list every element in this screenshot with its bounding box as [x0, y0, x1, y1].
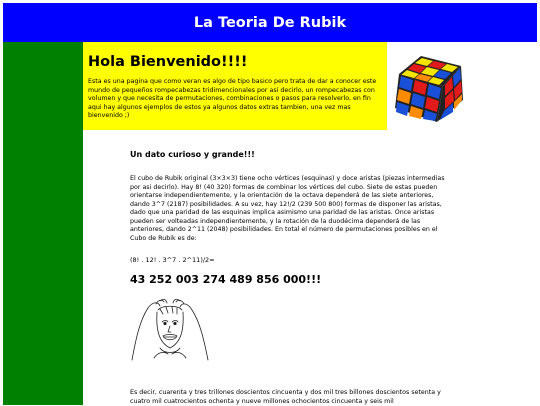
closing-paragraph: Es decir, cuarenta y tres trillones doscientos cincuenta y dos mil tres billones doscientos setenta y cuatro mil cuatrocientos ochenta y nueve millones ochocientos cincuenta y seis mil: [130, 389, 441, 405]
fact-heading: Un dato curioso y grande!!!: [130, 150, 255, 159]
permutation-result: 43 252 003 274 489 856 000!!!: [130, 273, 322, 286]
site-title: La Teoria De Rubik: [193, 14, 347, 31]
rubiks-cube-image: [391, 52, 465, 126]
permutation-formula: (8! . 12! . 3^7 . 2^11)/2=: [130, 256, 215, 264]
main-content: [130, 150, 448, 405]
welcome-heading: Hola Bienvenido!!!!: [88, 54, 248, 70]
fact-paragraph: El cubo de Rubik original (3×3×3) tiene ocho vértices (esquinas) y doce aristas (piezas intermedias por asi decirlo). Hay 8! (40 320) formas de combinar los vértices del cubo. Siete de estas pueden orientarse independientemente, y la orientación de la octava dependerá de las siete anteriores, dando 3^7 (2187) posibilidades. A su vez, hay 12!/2 (239 500 800) formas de disponer las aristas, dado que una paridad de las esquinas implica asimismo una paridad de las aristas. Once aristas pueden ser volteadas independientemente, y la rotación de la duodécima dependerá de las anteriores, dando 2^11 (2048) posibilidades. En total el número de permutaciones posibles en el Cubo de Rubik es de:: [130, 175, 445, 242]
welcome-box: [83, 42, 387, 130]
meme-face-sketch: [130, 298, 212, 362]
sidebar: [3, 42, 83, 405]
welcome-text: Esta es una pagina que como veran es algo de tipo basico pero trata de dar a conocer este mundo de pequeños rompecabezas tridimencionales por asi decirlo, un rompecabezas con volumen y que necesita de permutaciones, combinaciones o pasos para resolverlo, en fin aqui hay algunos ejemplos de estos ya algunos datos extras tambien, una vez mas bienvenido ;): [88, 78, 377, 120]
site-header: [3, 3, 537, 42]
